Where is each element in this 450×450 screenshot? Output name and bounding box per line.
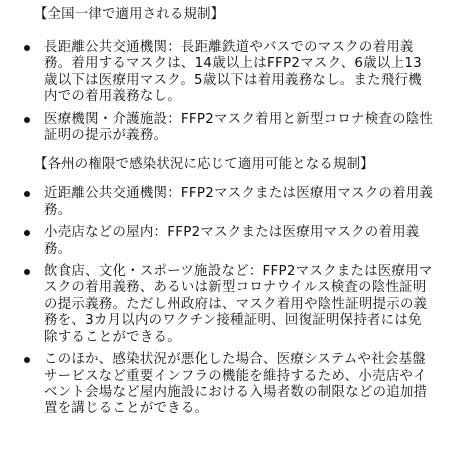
list-item-text: 近距離公共交通機関：FFP2マスクまたは医療用マスクの着用義務。 — [44, 186, 434, 218]
bullet-icon — [24, 191, 30, 197]
list-item-text: このほか、感染状況が悪化した場合、医療システムや社会基盤サービスなど重要インフラの機能を維持するため、小売店やイベント会場など屋内施設における入場者数の制限などの追加措置を講じることができる。 — [44, 352, 428, 417]
bullet-icon — [24, 230, 30, 236]
list-item — [10, 112, 440, 145]
list-item-text: 長距離公共交通機関：長距離鉄道やバスでのマスクの着用義務。着用するマスクは、14歳以上はFFP2マスク、6歳以上13歳以下は医療用マスク。5歳以下は着用義務なし。また飛行機内での着用義務なし。 — [44, 40, 422, 105]
list-item-text: 小売店などの屋内：FFP2マスクまたは医療用マスクの着用義務。 — [44, 225, 420, 257]
section-heading-state: 【各州の権限で感染状況に応じて適用可能となる規制】 — [34, 157, 374, 173]
list-item — [10, 40, 440, 106]
list-item — [10, 352, 440, 418]
bullet-icon — [24, 357, 30, 363]
list-item — [10, 186, 440, 219]
list-item — [10, 264, 440, 346]
list-item — [10, 225, 440, 258]
bullet-icon — [24, 117, 30, 123]
bullet-icon — [24, 45, 30, 51]
nationwide-rules-list — [10, 40, 440, 144]
list-item-text: 飲食店、文化・スポーツ施設など：FFP2マスクまたは医療用マスクの着用義務、あるいは新型コロナウイルス検査の陰性証明の提示義務。ただし州政府は、マスク着用や陰性証明提示の義務を、3カ月以内のワクチン接種証明、回復証明保持者には免除することができる。 — [44, 264, 433, 345]
bullet-icon — [24, 269, 30, 275]
section-heading-nationwide: 【全国一律で適用される規制】 — [34, 7, 225, 22]
state-rules-list — [10, 186, 440, 417]
list-item-text: 医療機関・介護施設：FFP2マスク着用と新型コロナ検査の陰性証明の提示が義務。 — [44, 111, 434, 144]
